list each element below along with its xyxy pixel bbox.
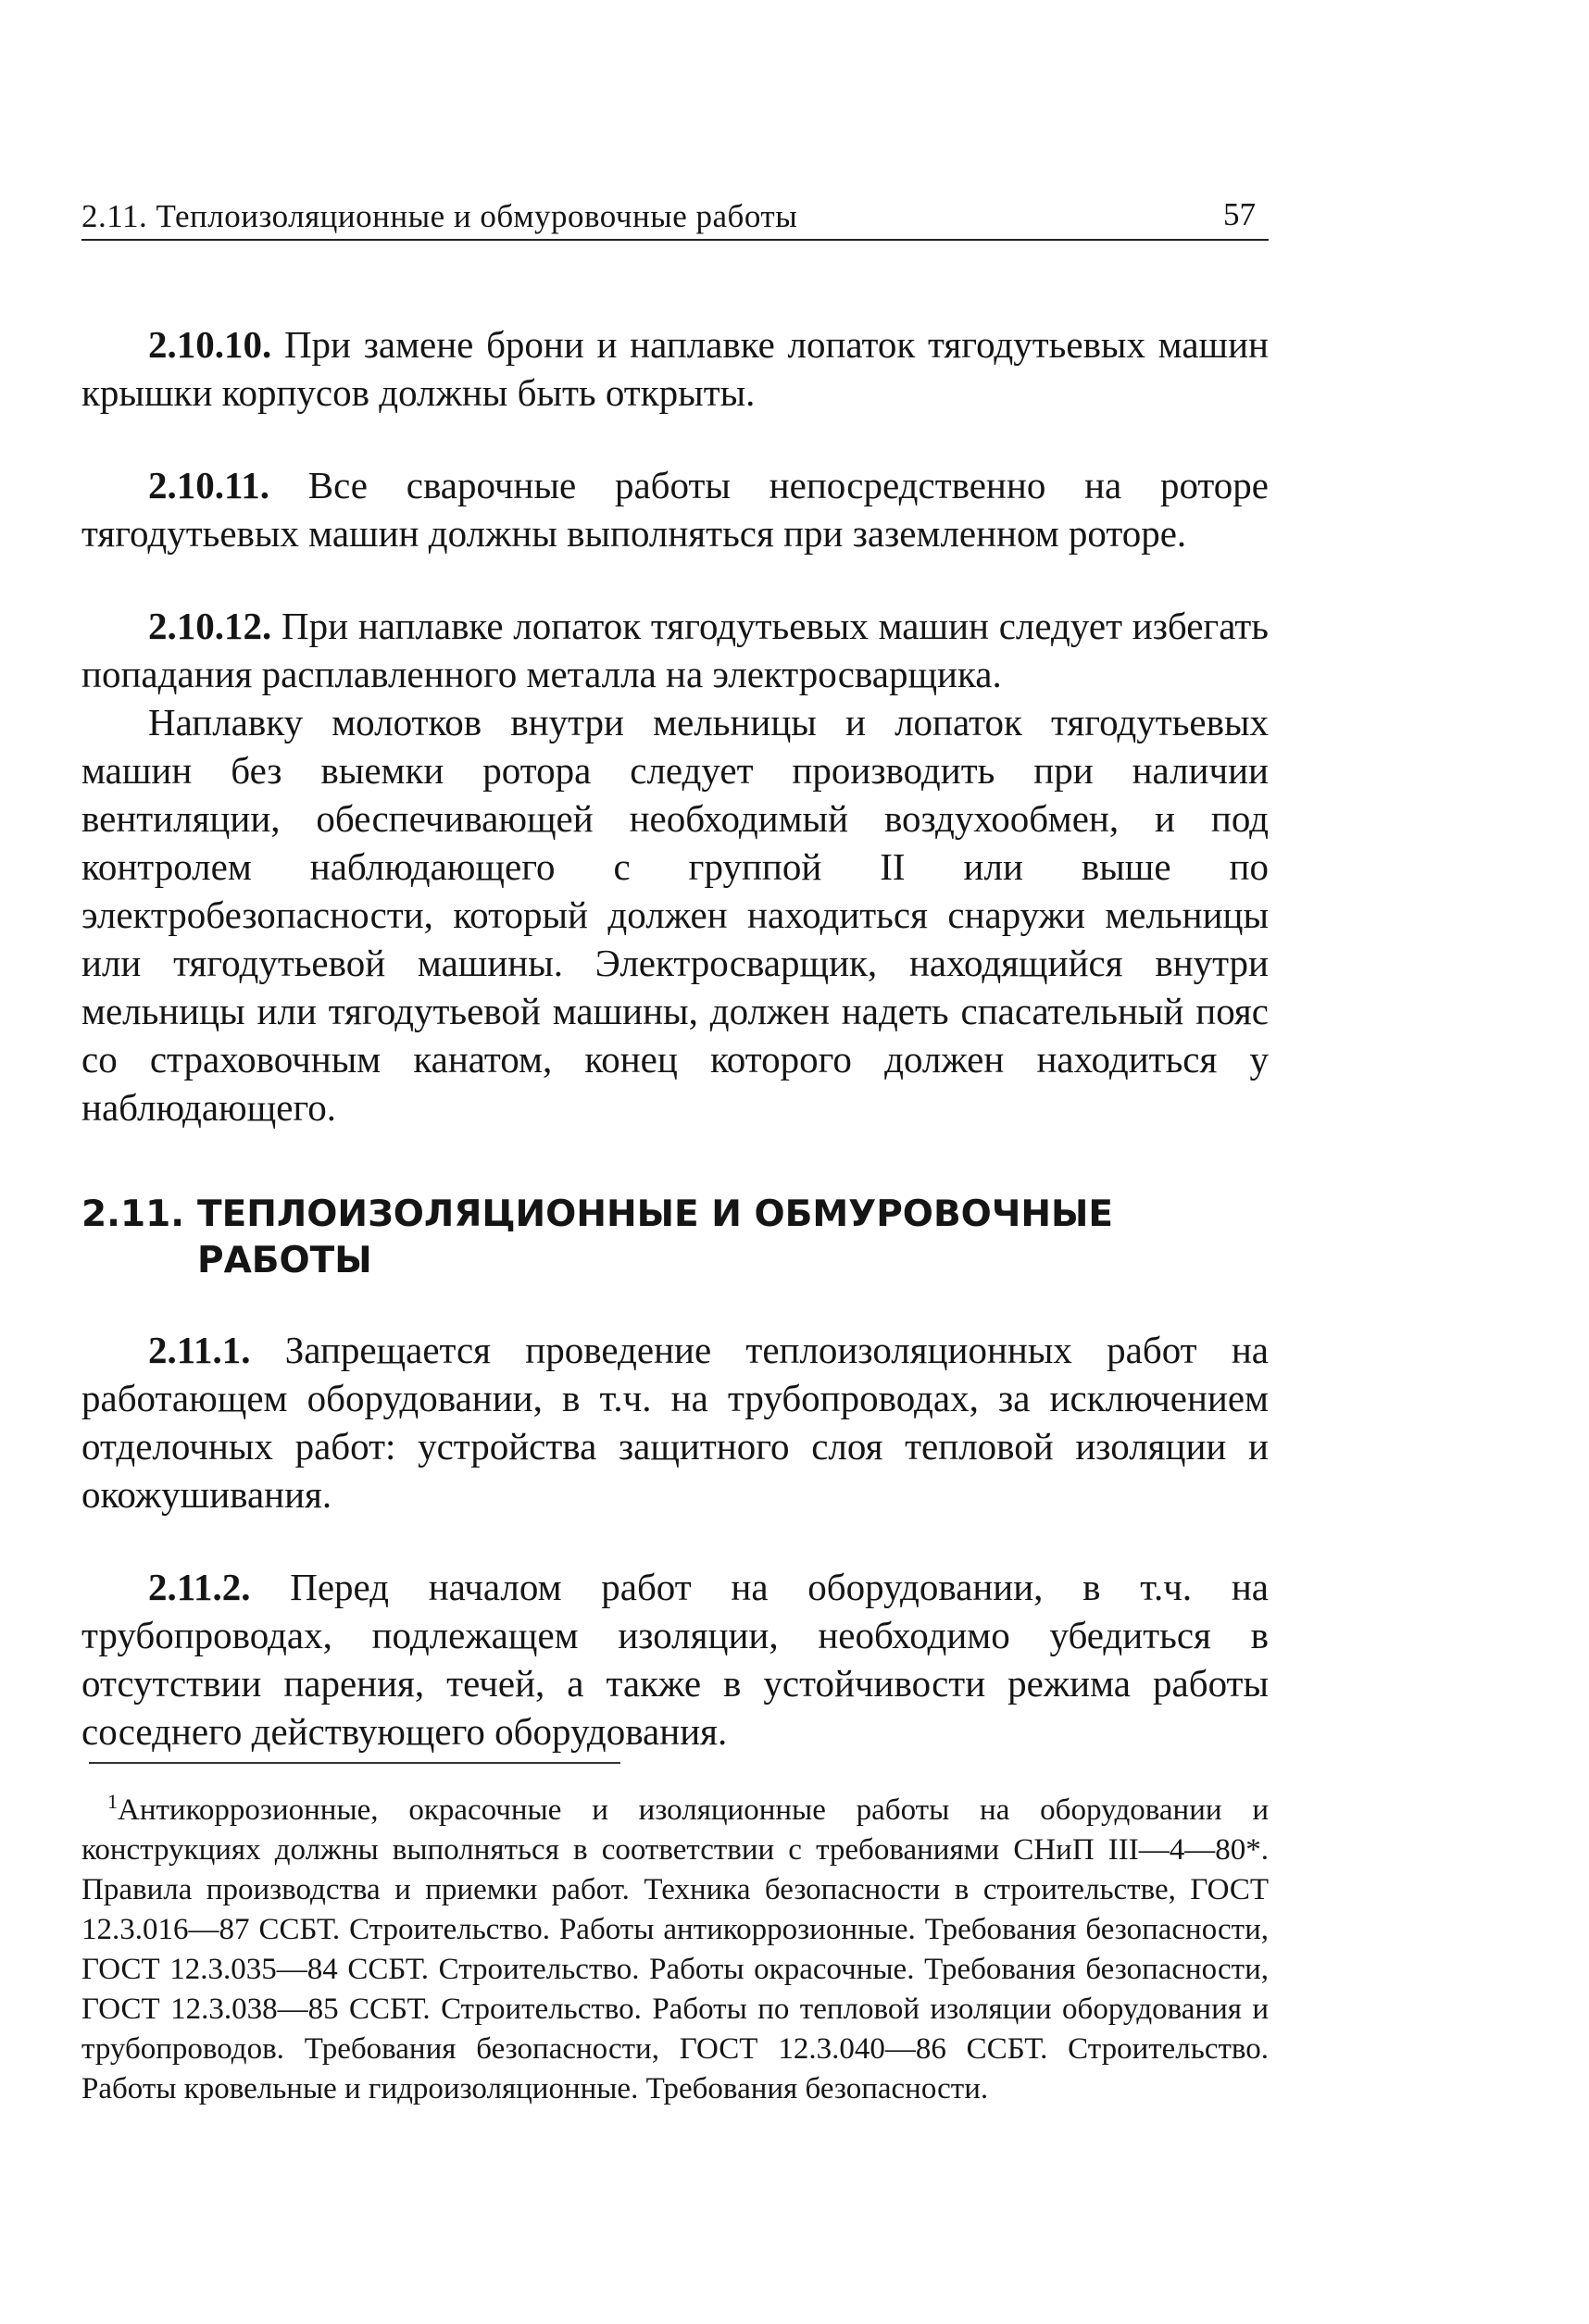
- paragraph-text: Перед началом работ на оборудовании, в т.ч. на трубопроводах, подлежащем изоляции, необходимо убедиться в отсутствии парения, течей, а также в устойчивости режима работы соседнего действующего оборудования.: [81, 1566, 1269, 1753]
- section-heading: [81, 1192, 1269, 1284]
- paragraph-number: 2.11.2.: [148, 1566, 251, 1608]
- paragraph-text: Наплавку молотков внутри мельницы и лопаток тягодутьевых машин без выемки ротора следует производить при наличии вентиляции, обеспечивающей необходимый воздухообмен, и под контролем наблюдающего с группой II или выше по электробезопасности, который должен находиться снаружи мельницы или тягодутьевой машины. Электросварщик, находящийся внутри мельницы или тягодутьевой машины, должен надеть спасательный пояс со страховочным канатом, конец которого должен находиться у наблюдающего.: [81, 701, 1269, 1129]
- section-title-line2: РАБОТЫ: [197, 1240, 372, 1281]
- footnote-text: Антикоррозионные, окрасочные и изоляционные работы на оборудовании и конструкциях должны выполняться в соответствии с требованиями СНиП III—4—80*. Правила производства и приемки работ. Техника безопасности в строительстве, ГОСТ 12.3.016—87 ССБТ. Строительство. Работы антикоррозионные. Требования безопасности, ГОСТ 12.3.035—84 ССБТ. Строительство. Работы окрасочные. Требования безопасности, ГОСТ 12.3.038—85 ССБТ. Строительство. Работы по тепловой изоляции оборудования и трубопроводов. Требования безопасности, ГОСТ 12.3.040—86 ССБТ. Строительство. Работы кровельные и гидроизоляционные. Требования безопасности.: [81, 1793, 1269, 2105]
- footnote-divider: [89, 1762, 620, 1764]
- paragraph-2-10-11: [81, 461, 1269, 557]
- paragraph-number: 2.10.12.: [148, 605, 272, 647]
- footnote-mark: 1: [107, 1790, 118, 1813]
- text-block-2-11: [81, 1326, 1269, 1755]
- section-title-line1: ТЕПЛОИЗОЛЯЦИОННЫЕ И ОБМУРОВОЧНЫЕ: [197, 1193, 1114, 1235]
- paragraph-text: Запрещается проведение теплоизоляционных работ на работающем оборудовании, в т.ч. на трубопроводах, за исключением отделочных работ: устройства защитного слоя тепловой изоляции и окожушивания.: [81, 1329, 1269, 1516]
- page-number: 57: [1223, 196, 1256, 232]
- paragraph-2-10-12-continued: [81, 698, 1269, 1131]
- paragraph-number: 2.11.1.: [148, 1329, 251, 1371]
- paragraph-2-10-12: [81, 602, 1269, 698]
- footnote: [81, 1781, 1269, 2109]
- paragraph-2-11-1: [81, 1326, 1269, 1518]
- paragraph-number: 2.10.11.: [148, 464, 269, 506]
- running-head-title: 2.11. Теплоизоляционные и обмуровочные работы: [81, 198, 798, 234]
- section-number: 2.11.: [81, 1193, 185, 1235]
- paragraph-number: 2.10.10.: [148, 323, 272, 366]
- paragraph-text: При замене брони и наплавке лопаток тягодутьевых машин крышки корпусов должны быть открыты.: [81, 323, 1269, 414]
- text-block-2-10: [81, 320, 1269, 1131]
- paragraph-text: При наплавке лопаток тягодутьевых машин следует избегать попадания расплавленного металла на электросварщика.: [81, 605, 1269, 695]
- paragraph-2-10-10: [81, 320, 1269, 417]
- running-head: [81, 196, 1269, 241]
- paragraph-2-11-2: [81, 1563, 1269, 1755]
- paragraph-text: Все сварочные работы непосредственно на роторе тягодутьевых машин должны выполняться при заземленном роторе.: [81, 464, 1269, 555]
